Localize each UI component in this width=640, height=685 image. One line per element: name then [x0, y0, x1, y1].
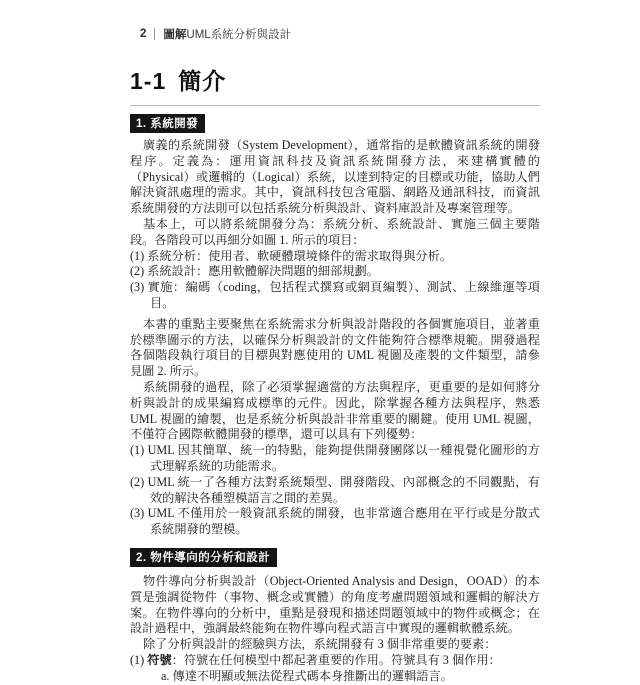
section-heading	[130, 63, 540, 106]
running-head	[140, 26, 540, 42]
list-item: (1) 系統分析：使用者、軟硬體環境條件的需求取得與分析。	[130, 248, 452, 263]
list-item: (3) UML 不僅用於一般資訊系統的開發，也非常適合應用在平行或是分散式系統開發的塑模。	[130, 506, 540, 537]
paragraph: 系統開發的過程，除了必須掌握適當的方法與程序，更重要的是如何將分析與設計的成果編寫成標準的元件。因此，除掌握各種方法與程序，熟悉 UML 視圖的繪製，也是系統分析與設計非常重要的關鍵。使用 UML 視圖，不僅符合國際軟體開發的標準，還可以具有下列優勢：	[130, 379, 540, 442]
section-1-body	[130, 138, 540, 538]
paragraph: 除了分析與設計的經驗與方法，系統開發有 3 個非常重要的要素：	[143, 637, 497, 652]
page-number: 2	[140, 28, 147, 40]
subsection-badge-1: 1. 系統開發	[130, 114, 205, 133]
list-item-marker: (1)	[130, 652, 148, 667]
list-item: (2) 系統設計：應用軟體解決問題的細部規劃。	[130, 264, 379, 279]
section-title: 簡介	[178, 68, 227, 94]
book-title-rest: UML系統分析與設計	[186, 29, 292, 41]
book-title	[163, 26, 291, 42]
list-item: (2) UML 統一了各種方法對系統類型、開發階段、內部概念的不同觀點，有效的解決各種塑模語言之間的差異。	[130, 474, 540, 505]
book-title-bold: 圖解	[163, 29, 187, 41]
section-number: 1-1	[130, 68, 167, 94]
section-2-body	[130, 574, 540, 685]
paragraph: 基本上，可以將系統開發分為：系統分析、系統設計、實施三個主要階段。各階段可以再細分如圖 1. 所示的項目：	[130, 216, 540, 247]
paragraph: 廣義的系統開發（System Development），通常指的是軟體資訊系統的開發程序。定義為：運用資訊科技及資訊系統開發方法，來建構實體的（Physical）或邏輯的（Logical）系統，以達到特定的目標或功能，協助人們解決資訊處理的需求。其中，資訊科技包含電腦、網路及通訊科技，而資訊系統開發的方法則可以包括系統分析與設計、資料庫設計及專案管理等。	[130, 138, 540, 216]
list-item: (3) 實施：編碼（coding，包括程式撰寫或網頁編製）、測試、上線維運等項目。	[130, 280, 540, 310]
list-item-text: ：符號在任何模型中都起著重要的作用。符號具有 3 個作用：	[171, 652, 501, 667]
section-2	[130, 538, 540, 685]
running-head-divider	[154, 28, 155, 40]
numbered-list	[130, 249, 540, 312]
subsection-badge-2: 2. 物件導向的分析和設計	[130, 548, 277, 567]
section-1	[130, 106, 540, 538]
numbered-list	[130, 443, 540, 538]
list-item-term: 符號	[147, 652, 172, 667]
paragraph: 本書的重點主要聚焦在系統需求分析與設計階段的各個實施項目，並著重於標準圖示的方法，以確保分析與設計的文件能夠符合標準規範。開發過程各個階段執行項目的目標與對應使用的 UML 視圖及產製的文件類型，請參見圖 2. 所示。	[130, 316, 540, 379]
sub-list-item: a. 傳達不明顯或無法從程式碼本身推斷出的邏輯語言。	[161, 668, 453, 683]
list-item	[130, 653, 540, 669]
list-item: (1) UML 因其簡單、統一的特點，能夠提供開發團隊以一種視覺化圖形的方式理解系統的功能需求。	[130, 443, 540, 473]
paragraph: 物件導向分析與設計（Object-Oriented Analysis and Design，OOAD）的本質是強調從物件（事物、概念或實體）的角度考慮問題領域和邏輯的解決方案。在物件導向的分析中，重點是發現和描述問題領域中的物件或概念；在設計過程中，強調最終能夠在物件導向程式語言中實現的邏輯軟體系統。	[130, 573, 540, 636]
